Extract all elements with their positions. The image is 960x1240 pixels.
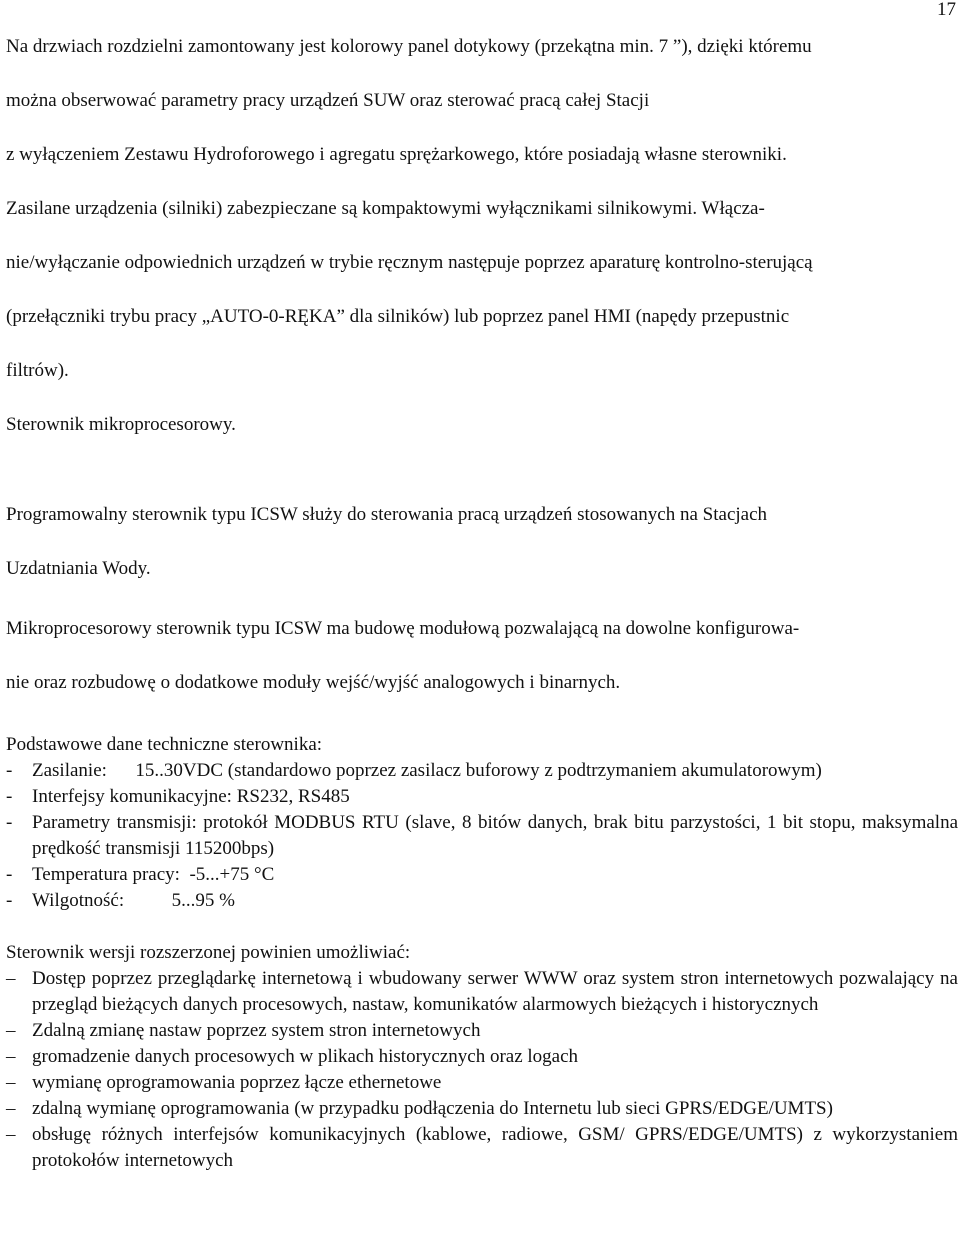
list-item [6,966,958,1018]
controller-paragraph-2 [6,602,958,710]
text-line: (przełączniki trybu pracy „AUTO-0-RĘKA” dla silników) lub poprzez panel HMI (napędy przepustnic [6,306,790,327]
list-item [6,1018,958,1044]
text-line: Uzdatniania Wody. [6,558,151,579]
list-item [6,784,958,810]
list-item [6,810,958,862]
text-line: Na drzwiach rozdzielni zamontowany jest kolorowy panel dotykowy (przekątna min. 7 ”), dzięki któremu [6,36,812,57]
dash-marker: – [6,1124,16,1145]
list-item-text: obsługę różnych interfejsów komunikacyjnych (kablowe, radiowe, GSM/ GPRS/EDGE/UMTS) z wykorzystaniem protokołów internetowych [32,1124,958,1171]
dash-marker: – [6,1098,16,1119]
list-item [6,1044,958,1070]
tech-specs-heading: Podstawowe dane techniczne sterownika: [6,734,323,755]
list-item [6,1070,958,1096]
extended-features-list [6,966,958,1174]
text-line: filtrów). [6,360,69,381]
dash-marker: – [6,968,16,989]
list-item [6,888,958,914]
list-item-text: Zasilanie: 15..30VDC (standardowo poprzez zasilacz buforowy z podtrzymaniem akumulatorowym) [32,760,822,781]
list-item [6,1096,958,1122]
dash-marker: – [6,1046,16,1067]
list-item-text: wymianę oprogramowania poprzez łącze ethernetowe [32,1072,442,1093]
dash-marker: – [6,1072,16,1093]
list-item [6,1122,958,1174]
list-item-text: zdalną wymianę oprogramowania (w przypadku podłączenia do Internetu lub sieci GPRS/EDGE/UMTS) [32,1098,833,1119]
dash-marker: – [6,1020,16,1041]
document-body [6,20,958,1174]
section-title: Sterownik mikroprocesorowy. [6,414,236,435]
list-item-text: Parametry transmisji: protokół MODBUS RTU (slave, 8 bitów danych, brak bitu parzystości, 1 bit stopu, maksymalna prędkość transmisji 115200bps) [32,812,958,859]
list-item-text: Temperatura pracy: -5...+75 °C [32,864,275,885]
intro-paragraph-2 [6,182,958,398]
list-item-text: Dostęp poprzez przeglądarkę internetową i wbudowany serwer WWW oraz system stron internetowych pozwalający na przegląd bieżących danych procesowych, nastaw, komunikatów alarmowych bieżących i historycznych [32,968,958,1015]
text-line: nie oraz rozbudowę o dodatkowe moduły wejść/wyjść analogowych i binarnych. [6,672,621,693]
text-line: Programowalny sterownik typu ICSW służy do sterowania pracą urządzeń stosowanych na Stacjach [6,504,768,525]
list-item-text: gromadzenie danych procesowych w plikach historycznych oraz logach [32,1046,579,1067]
extended-heading: Sterownik wersji rozszerzonej powinien umożliwiać: [6,942,411,963]
dash-marker: - [6,760,13,781]
dash-marker: - [6,812,13,833]
controller-paragraph-1 [6,488,958,596]
text-line: można obserwować parametry pracy urządzeń SUW oraz sterować pracą całej Stacji [6,90,650,111]
text-line: z wyłączeniem Zestawu Hydroforowego i agregatu sprężarkowego, które posiadają własne sterowniki. [6,144,787,165]
text-line: Mikroprocesorowy sterownik typu ICSW ma budowę modułową pozwalającą na dowolne konfigurowa- [6,618,800,639]
list-item-text: Interfejsy komunikacyjne: RS232, RS485 [32,786,350,807]
page-number: 17 [937,0,956,20]
tech-specs-list [6,758,958,914]
dash-marker: - [6,890,13,911]
list-item-text: Wilgotność: 5...95 % [32,890,235,911]
dash-marker: - [6,864,13,885]
intro-paragraph-1 [6,20,958,182]
text-line: Zasilane urządzenia (silniki) zabezpieczane są kompaktowymi wyłącznikami silnikowymi. Włącza- [6,198,765,219]
list-item [6,758,958,784]
dash-marker: - [6,786,13,807]
list-item-text: Zdalną zmianę nastaw poprzez system stron internetowych [32,1020,481,1041]
list-item [6,862,958,888]
text-line: nie/wyłączanie odpowiednich urządzeń w trybie ręcznym następuje poprzez aparaturę kontrolno-sterującą [6,252,813,273]
